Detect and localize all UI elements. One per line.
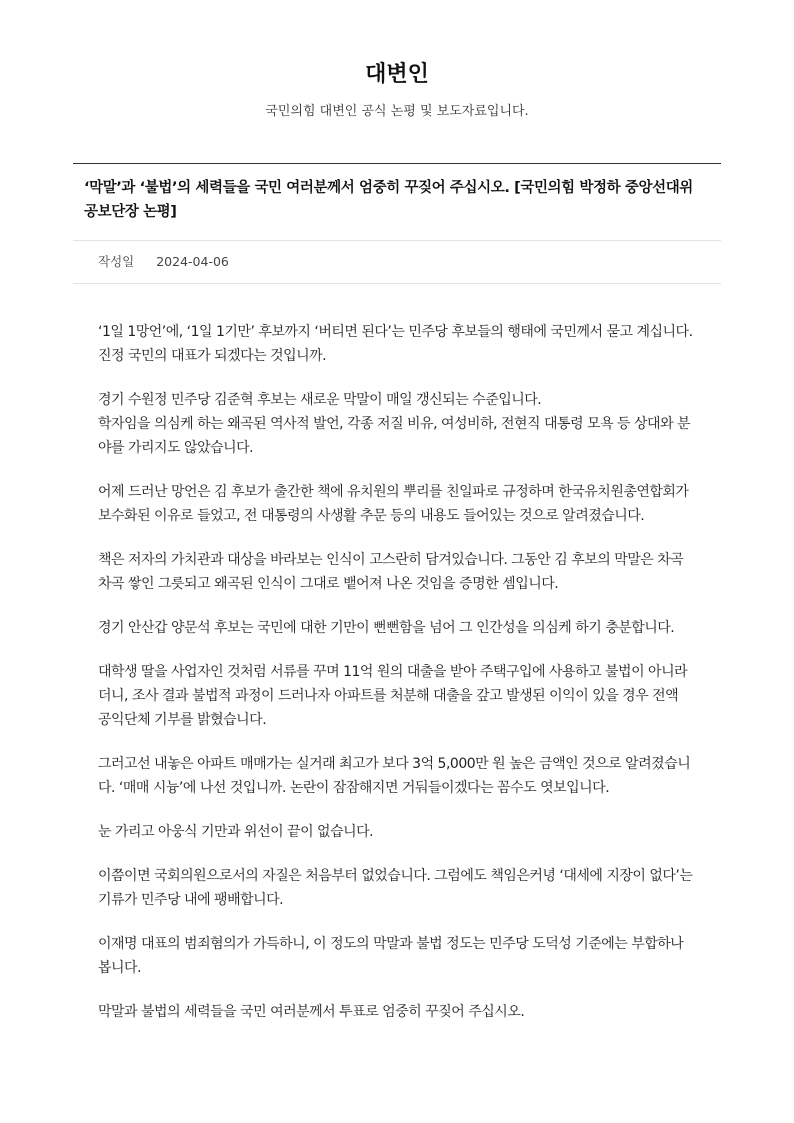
meta-divider <box>73 283 721 284</box>
body-paragraph: 이재명 대표의 범죄혐의가 가득하니, 이 정도의 막말과 불법 정도는 민주당 도덕성 기준에는 부합하나 봅니다. <box>98 936 684 976</box>
page-subtitle: 국민의힘 대변인 공식 논평 및 보도자료입니다. <box>265 104 529 119</box>
body-paragraph: 경기 안산갑 양문석 후보는 국민에 대한 기만이 뻔뻔함을 넘어 그 인간성을 의심케 하기 충분합니다. <box>98 620 675 636</box>
article-meta <box>98 252 229 272</box>
article-title: ‘막말’과 ‘불법’의 세력들을 국민 여러분께서 엄중히 꾸짖어 주십시오. [국민의힘 박정하 중앙선대위 공보단장 논평] <box>84 180 693 220</box>
body-paragraph: 대학생 딸을 사업자인 것처럼 서류를 꾸며 11억 원의 대출을 받아 주택구입에 사용하고 불법이 아니라더니, 조사 결과 불법적 과정이 드러나자 아파트를 처분해 대출을 갚고 발생된 이익이 있을 경우 전액 공익단체 기부를 밝혔습니다. <box>98 664 688 728</box>
body-paragraph: ‘1일 1망언’에, ‘1일 1기만’ 후보까지 ‘버티면 된다’는 민주당 후보들의 행태에 국민께서 묻고 계십니다. 진정 국민의 대표가 되겠다는 것입니까. <box>98 324 693 364</box>
header-divider <box>73 163 721 164</box>
date-label: 작성일 <box>98 254 135 269</box>
page-title: 대변인 <box>365 62 429 87</box>
title-divider <box>73 240 721 241</box>
body-paragraph: 경기 수원정 민주당 김준혁 후보는 새로운 막말이 매일 갱신되는 수준입니다. 학자임을 의심케 하는 왜곡된 역사적 발언, 각종 저질 비유, 여성비하, 전현직 대통령 모욕 등 상대와 분야를 가리지도 않았습니다. <box>98 392 691 456</box>
body-paragraph: 어제 드러난 망언은 김 후보가 출간한 책에 유치원의 뿌리를 친일파로 규정하며 한국유치원총연합회가 보수화된 이유로 들었고, 전 대통령의 사생활 추문 등의 내용도 들어있는 것으로 알려졌습니다. <box>98 484 689 524</box>
article-body <box>98 320 694 1044</box>
date-value: 2024-04-06 <box>156 254 229 269</box>
body-paragraph: 책은 저자의 가치관과 대상을 바라보는 인식이 고스란히 담겨있습니다. 그동안 김 후보의 막말은 차곡차곡 쌓인 그릇되고 왜곡된 인식이 그대로 뱉어져 나온 것임을 증명한 셈입니다. <box>98 552 684 592</box>
body-paragraph: 그러고선 내놓은 아파트 매매가는 실거래 최고가 보다 3억 5,000만 원 높은 금액인 것으로 알려졌습니다. ‘매매 시늉’에 나선 것입니까. 논란이 잠잠해지면 거둬들이겠다는 꼼수도 엿보입니다. <box>98 756 691 796</box>
body-paragraph: 눈 가리고 아웅식 기만과 위선이 끝이 없습니다. <box>98 824 374 840</box>
body-paragraph: 이쯤이면 국회의원으로서의 자질은 처음부터 없었습니다. 그럼에도 책임은커녕 ‘대세에 지장이 없다’는 기류가 민주당 내에 팽배합니다. <box>98 868 693 908</box>
body-paragraph: 막말과 불법의 세력들을 국민 여러분께서 투표로 엄중히 꾸짖어 주십시오. <box>98 1004 525 1020</box>
